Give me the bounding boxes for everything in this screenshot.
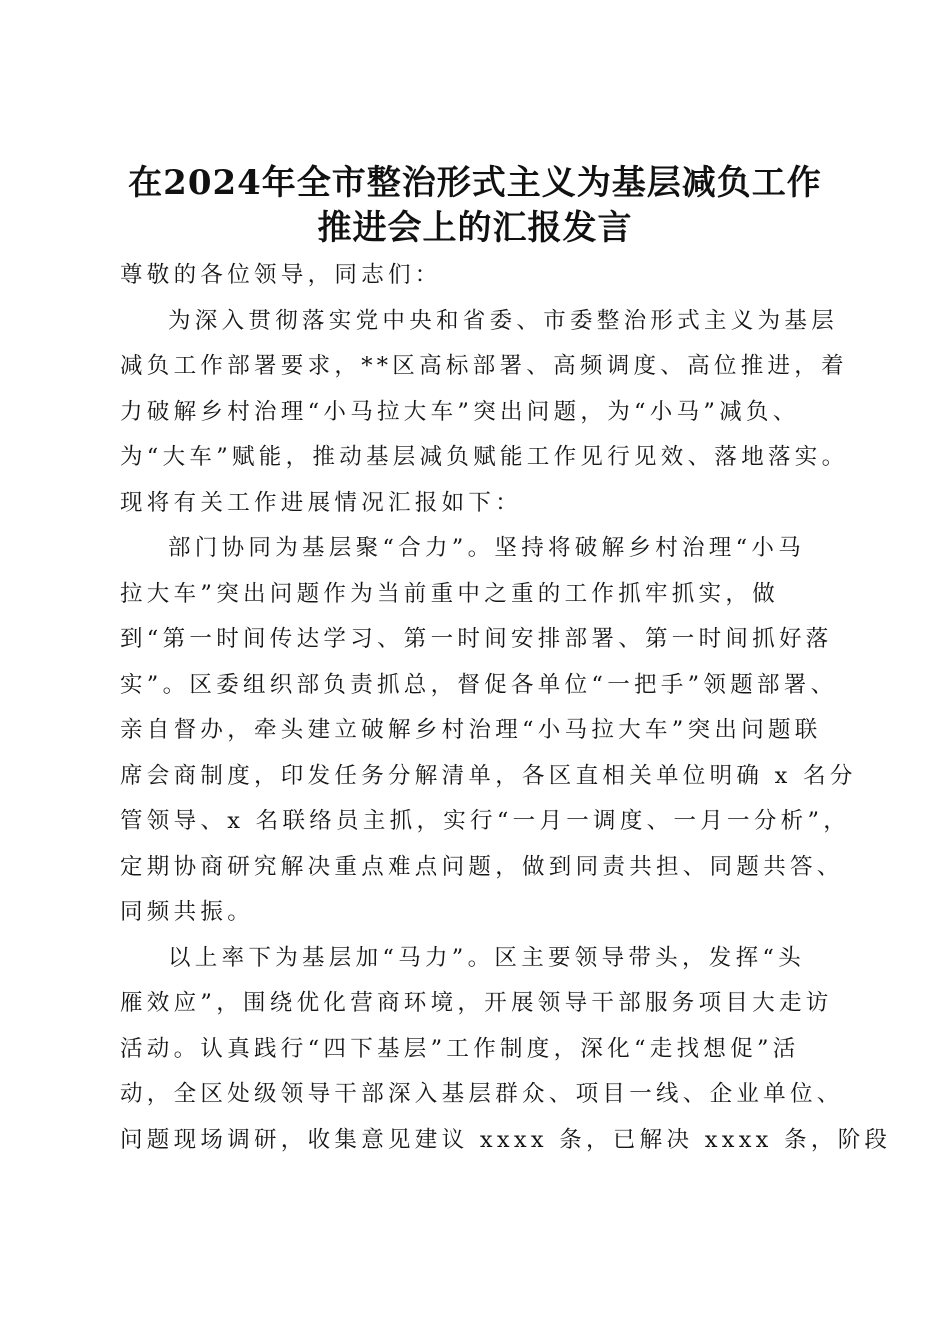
paragraph-line: 雁效应”，围绕优化营商环境，开展领导干部服务项目大走访 [120,990,833,1016]
paragraph-line: 以上率下为基层加“马力”。区主要领导带头，发挥“头 [168,944,806,971]
paragraph-line: 到“第一时间传达学习、第一时间安排部署、第一时间抓好落 [120,626,833,652]
document-body [120,253,892,1163]
paragraph-line: 为“大车”赋能，推动基层减负赋能工作见行见效、落地落实。 [120,444,849,470]
paragraph-line: 问题现场调研，收集意见建议 xxxx 条，已解决 xxxx 条，阶段 [120,1126,892,1153]
paragraph-leadership-example [120,936,892,1164]
paragraph-line: 亲自督办，牵头建立破解乡村治理“小马拉大车”突出问题联 [120,717,822,743]
paragraph-intro [120,299,849,527]
paragraph-line: 力破解乡村治理“小马拉大车”突出问题，为“小马”减负、 [120,398,800,425]
salutation: 尊敬的各位领导，同志们： [120,262,442,288]
paragraph-line: 同频共振。 [120,899,255,925]
paragraph-line: 为深入贯彻落实党中央和省委、市委整治形式主义为基层 [168,307,839,334]
document-title [110,161,840,251]
paragraph-line: 席会商制度，印发任务分解清单，各区直相关单位明确 x 名分 [120,762,857,789]
paragraph-line: 动，全区处级领导干部深入基层群众、项目一线、企业单位、 [120,1081,844,1107]
paragraph-line: 拉大车”突出问题作为当前重中之重的工作抓牢抓实，做 [120,580,780,607]
paragraph-line: 定期协商研究解决重点难点问题，做到同责共担、同题共答、 [120,853,844,880]
paragraph-line: 管领导、x 名联络员主抓，实行“一月一调度、一月一分析”， [120,808,851,834]
title-line-2: 推进会上的汇报发言 [317,207,633,248]
paragraph-department-coordination [120,526,857,936]
paragraph-line: 现将有关工作进展情况汇报如下： [120,489,523,516]
paragraph-line: 实”。区委组织部负责抓总，督促各单位“一把手”领题部署、 [120,671,838,698]
title-line-1: 在2024年全市整治形式主义为基层减负工作 [128,162,822,203]
paragraph-line: 活动。认真践行“四下基层”工作制度，深化“走找想促”活 [120,1035,800,1062]
paragraph-line: 减负工作部署要求，**区高标部署、高频调度、高位推进，着 [120,353,848,379]
paragraph-line: 部门协同为基层聚“合力”。坚持将破解乡村治理“小马 [168,535,806,561]
